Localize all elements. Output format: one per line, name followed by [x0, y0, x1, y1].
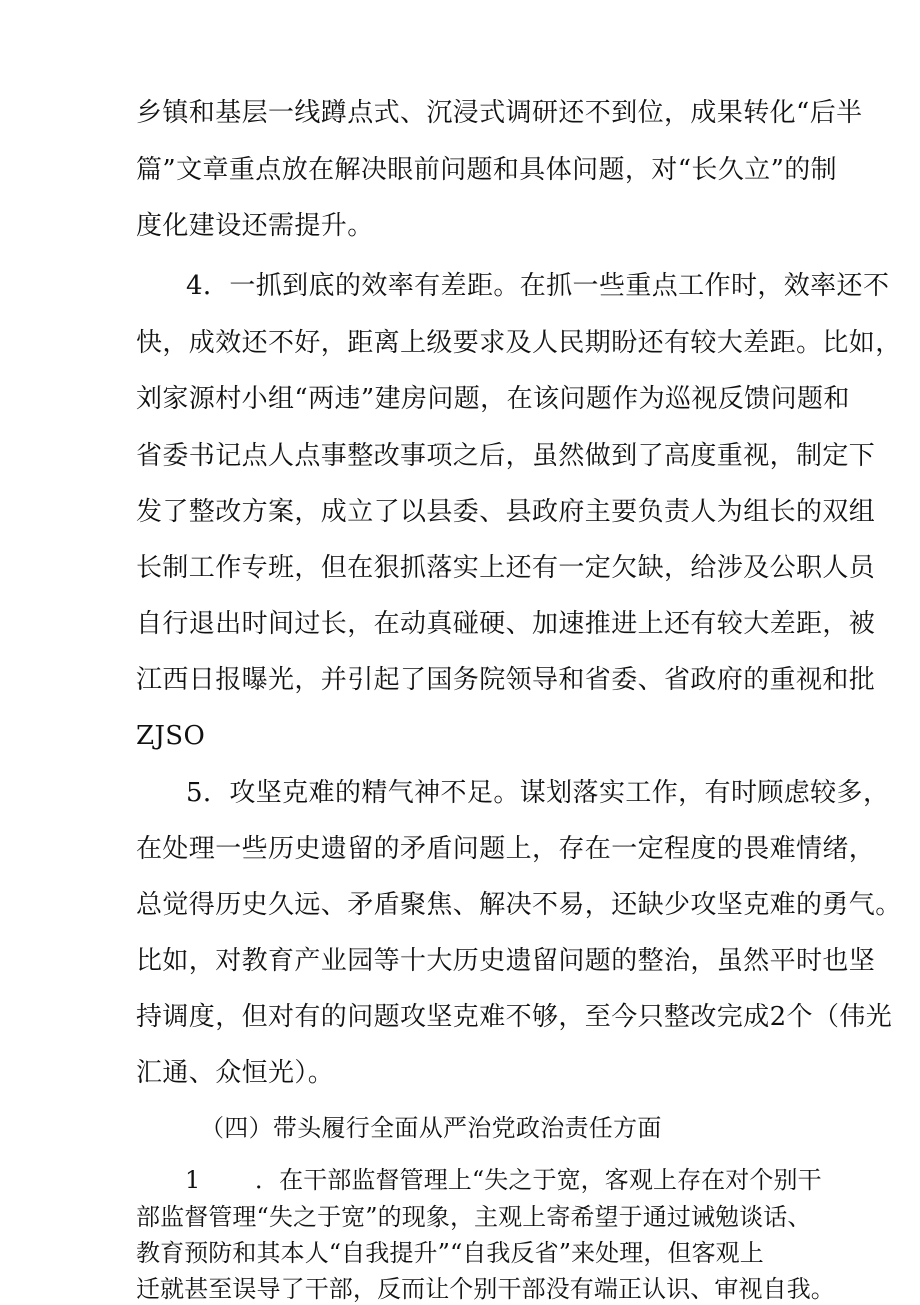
text-line: ZJSO: [136, 721, 206, 751]
text-line: 长制工作专班，但在狠抓落实上还有一定欠缺，给涉及公职人员: [136, 553, 876, 583]
text-line: 刘家源村小组“两违”建房问题，在该问题作为巡视反馈问题和: [136, 384, 850, 414]
text-line: 快，成效还不好，距离上级要求及人民期盼还有较大差距。比如，: [136, 328, 902, 358]
text-line: 比如，对教育产业园等十大历史遗留问题的整治，虽然平时也坚: [136, 946, 876, 976]
text-line: 在处理一些历史遗留的矛盾问题上，存在一定程度的畏难情绪，: [136, 834, 876, 864]
text-line: 持调度，但对有的问题攻坚克难不够，至今只整改完成2个（伟光: [136, 1002, 893, 1032]
text-line: 教育预防和其本人“自我提升”“自我反省”来处理，但客观上: [136, 1239, 764, 1267]
section-heading: （四）带头履行全面从严治党政治责任方面: [200, 1114, 662, 1142]
text-line: 总觉得历史久远、矛盾聚焦、解决不易，还缺少攻坚克难的勇气。: [136, 890, 902, 920]
text-line: 江西日报曝光，并引起了国务院领导和省委、省政府的重视和批: [136, 665, 876, 695]
text-line: 发了整改方案，成立了以县委、县政府主要负责人为组长的双组: [136, 497, 876, 527]
item-number: 1: [185, 1166, 201, 1194]
text-line: 乡镇和基层一线蹲点式、沉浸式调研还不到位，成果转化“后半: [136, 98, 863, 128]
text-line: 5．攻坚克难的精气神不足。谋划落实工作，有时顾虑较多，: [186, 778, 890, 808]
text-line: 篇”文章重点放在解决眼前问题和具体问题，对“长久立”的制: [136, 155, 838, 185]
text-line: 省委书记点人点事整改事项之后，虽然做到了高度重视，制定下: [136, 441, 876, 471]
text-line: ．在干部监督管理上“失之于宽，客观上存在对个别干: [255, 1166, 822, 1194]
text-line: 迁就甚至误导了干部，反而让个别干部没有端正认识、审视自我。: [136, 1275, 835, 1303]
text-line: 汇通、众恒光）。: [136, 1058, 335, 1088]
text-line: 4．一抓到底的效率有差距。在抓一些重点工作时，效率还不: [186, 271, 890, 301]
text-line: 部监督管理“失之于宽”的现象，主观上寄希望于通过诫勉谈话、: [136, 1203, 812, 1231]
text-line: 自行退出时间过长，在动真碰硬、加速推进上还有较大差距，被: [136, 609, 876, 639]
text-line: 度化建设还需提升。: [136, 211, 374, 241]
